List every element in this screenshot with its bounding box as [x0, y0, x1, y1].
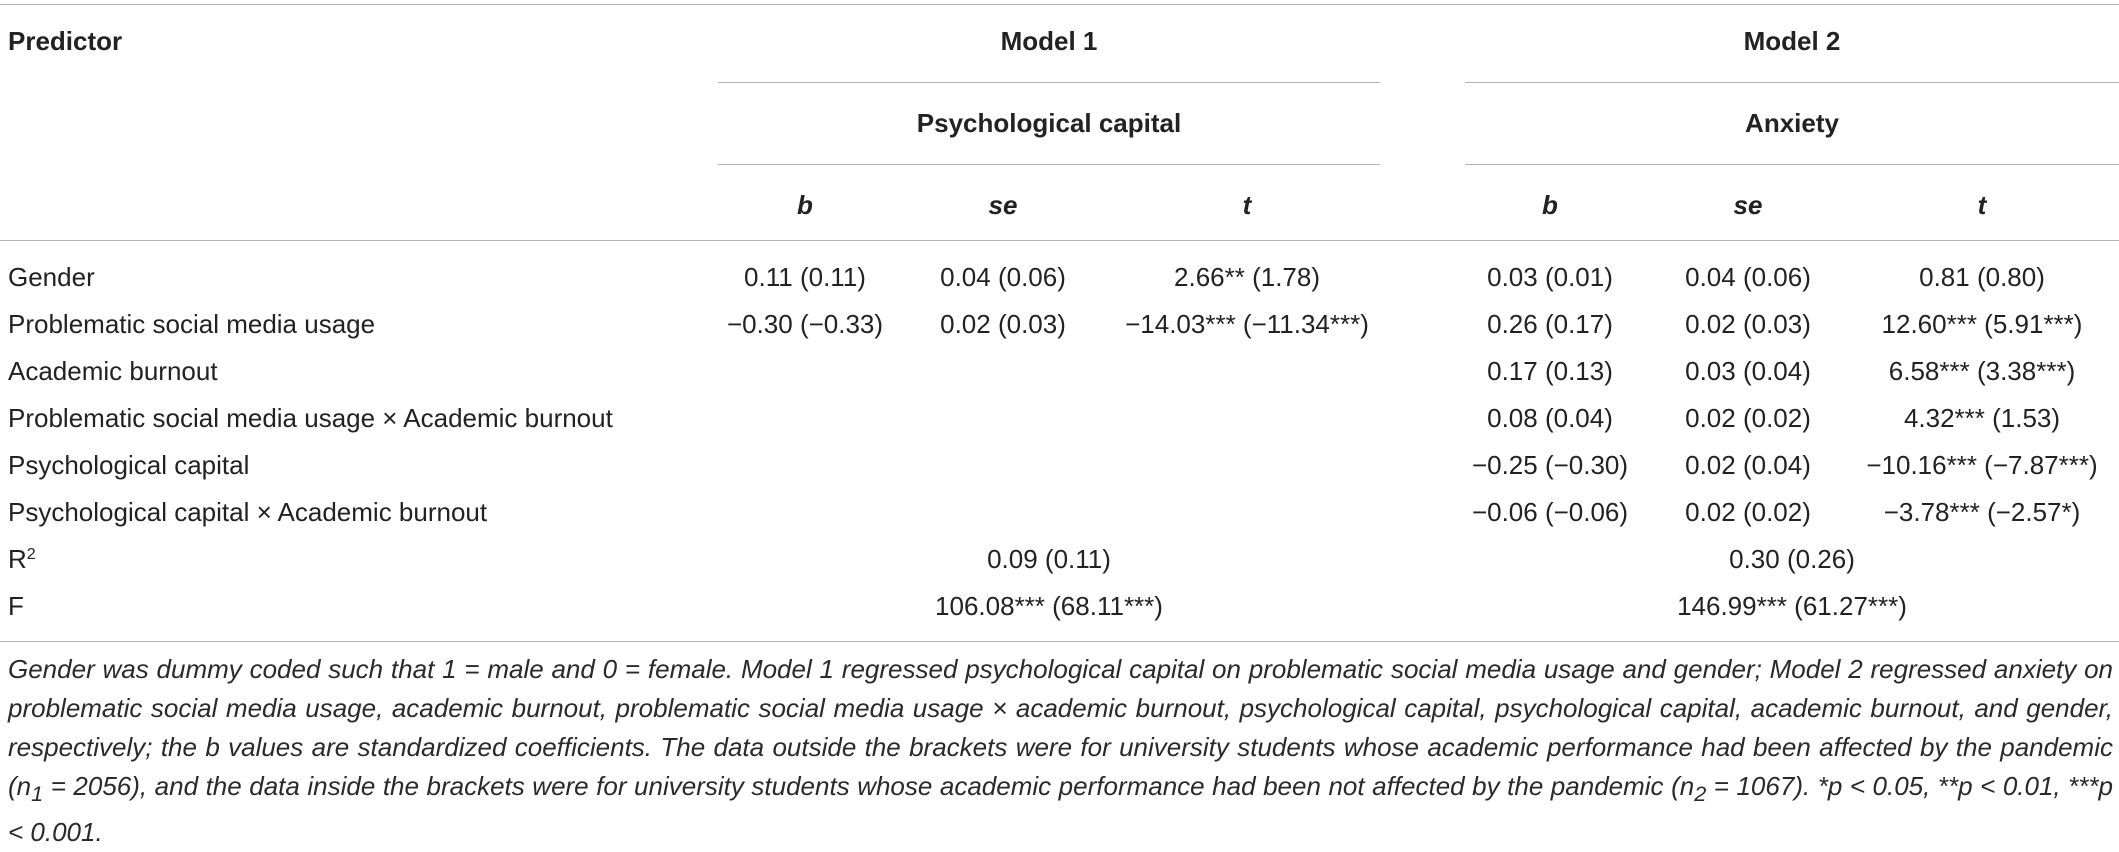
- model2-t-value: −3.78*** (−2.57*): [1883, 497, 2081, 527]
- model1-title: Model 1: [1000, 26, 1098, 56]
- model1-b-header: b: [797, 190, 813, 220]
- header-bottom-rule: [0, 240, 2119, 241]
- model1-se-value: 0.04 (0.06): [940, 262, 1066, 292]
- footnote-sub-2: 2: [1694, 781, 1707, 807]
- row-label: Psychological capital × Academic burnout: [8, 497, 488, 527]
- model2-f-value: 146.99*** (61.27***): [1677, 591, 1907, 621]
- model2-outcome: Anxiety: [1745, 108, 1839, 138]
- model2-t-value: 12.60*** (5.91***): [1881, 309, 2083, 339]
- row-label: Psychological capital: [8, 450, 250, 480]
- model2-t-value: 4.32*** (1.53): [1903, 403, 2061, 433]
- model2-subspan-rule: [1465, 164, 2119, 165]
- table-top-rule: [0, 4, 2119, 5]
- table-bottom-rule: [0, 641, 2119, 642]
- model2-b-header: b: [1542, 190, 1558, 220]
- model2-r-squared: 0.30 (0.26): [1729, 544, 1855, 574]
- footnote-sub-1: 1: [31, 781, 44, 807]
- predictor-header: Predictor: [8, 26, 123, 56]
- model1-f-value: 106.08*** (68.11***): [935, 591, 1163, 621]
- model2-b-value: −0.06 (−0.06): [1471, 497, 1629, 527]
- f-label: F: [8, 591, 24, 621]
- model2-b-value: 0.17 (0.13): [1487, 356, 1613, 386]
- model1-r-squared: 0.09 (0.11): [987, 544, 1111, 574]
- model2-b-value: 0.26 (0.17): [1487, 309, 1613, 339]
- model1-t-header: t: [1242, 190, 1252, 220]
- model2-t-value: −10.16*** (−7.87***): [1866, 450, 2098, 480]
- model1-se-value: 0.02 (0.03): [940, 309, 1066, 339]
- model2-se-value: 0.02 (0.03): [1685, 309, 1811, 339]
- footnote-text-c: = 1067). *p < 0.05, **p < 0.01, ***p < 0.001.: [8, 771, 2113, 848]
- model1-se-header: se: [988, 190, 1018, 220]
- footnote-text-b: = 2056), and the data inside the brackets were for university students whose academic performance had been not affected by the pandemic (n: [43, 771, 1695, 801]
- footnote-text-a: Gender was dummy coded such that 1 = male and 0 = female. Model 1 regressed psychological capital on problematic social media usage and gender; Model 2 regressed anxiety on problematic social media usage, academic burnout, problematic social media usage × academic burnout, psychological capital, psychological capital, academic burnout, and gender, respectively; the b values are standardized coefficients. The data outside the brackets were for university students whose academic performance had been affected by the pandemic (n: [8, 654, 2113, 801]
- model2-t-value: 0.81 (0.80): [1919, 262, 2045, 292]
- model2-b-value: 0.08 (0.04): [1487, 403, 1613, 433]
- model1-span-rule: [718, 82, 1380, 83]
- model1-t-value: 2.66** (1.78): [1174, 262, 1320, 292]
- table-footnote: [8, 650, 2113, 852]
- model2-se-value: 0.02 (0.02): [1685, 497, 1811, 527]
- model2-b-value: 0.03 (0.01): [1487, 262, 1613, 292]
- model1-t-value: −14.03*** (−11.34***): [1125, 309, 1369, 339]
- model1-subspan-rule: [718, 164, 1380, 165]
- model2-t-value: 6.58*** (3.38***): [1888, 356, 2076, 386]
- r-squared-letter: R: [8, 544, 27, 574]
- model1-b-value: 0.11 (0.11): [744, 262, 866, 292]
- model2-b-value: −0.25 (−0.30): [1471, 450, 1629, 480]
- row-label: Problematic social media usage: [8, 309, 376, 339]
- model2-span-rule: [1465, 82, 2119, 83]
- model2-se-value: 0.04 (0.06): [1685, 262, 1811, 292]
- row-label: Academic burnout: [8, 356, 218, 386]
- model1-outcome: Psychological capital: [916, 108, 1182, 138]
- model2-se-value: 0.03 (0.04): [1685, 356, 1811, 386]
- r-squared-label: [8, 546, 36, 572]
- model2-se-header: se: [1733, 190, 1763, 220]
- model2-title: Model 2: [1743, 26, 1841, 56]
- model2-t-header: t: [1977, 190, 1987, 220]
- model2-se-value: 0.02 (0.04): [1685, 450, 1811, 480]
- row-label: Gender: [8, 262, 95, 292]
- r-squared-exponent: 2: [26, 545, 36, 564]
- row-label: Problematic social media usage × Academic burnout: [8, 403, 613, 433]
- model1-b-value: −0.30 (−0.33): [726, 309, 884, 339]
- model2-se-value: 0.02 (0.02): [1685, 403, 1811, 433]
